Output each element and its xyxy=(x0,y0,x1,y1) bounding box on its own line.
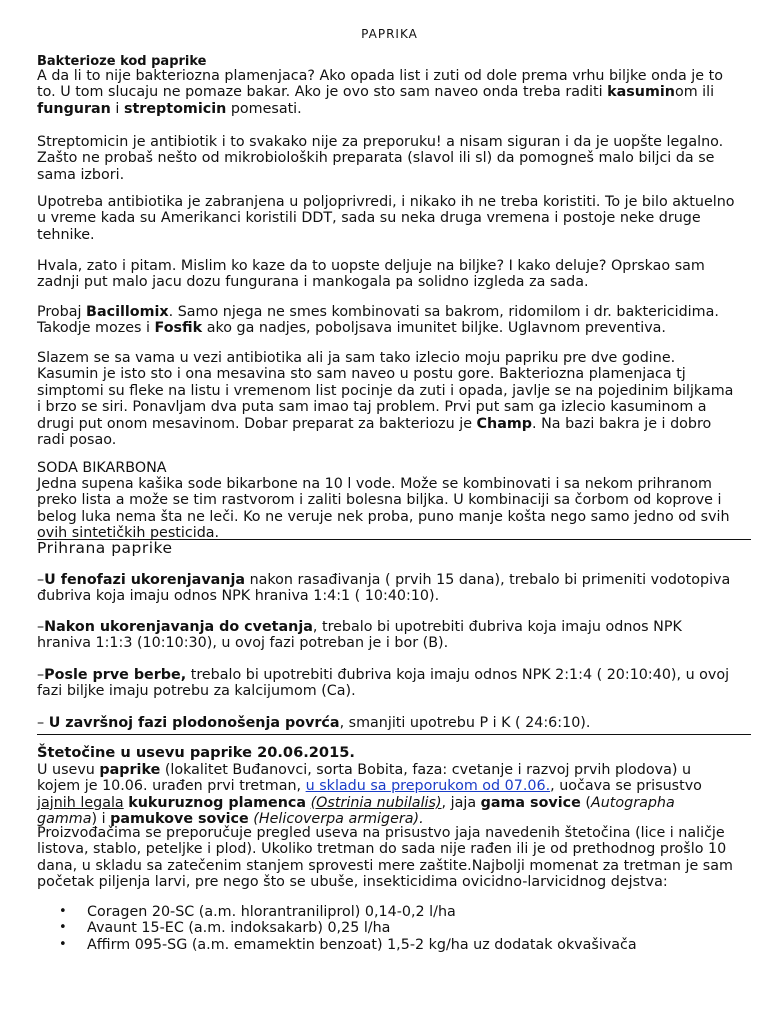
text: nakon rasađivanja ( prvih 15 dana), trebalo bi primeniti vodotopiva đubriva koja imaju odnos NPK hraniva 1:4:1 ( 10:40:10). xyxy=(37,572,731,605)
text: ako ga nadjes, poboljsava imunitet biljke. Uglavnom preventiva. xyxy=(202,320,666,337)
text: pomesati. xyxy=(226,100,302,117)
dash: – xyxy=(37,667,45,683)
phase-label: U fenofazi ukorenjavanja xyxy=(44,572,246,588)
list-item: • Affirm 095-SG (a.m. emamektin benzoat) 1,5-2 kg/ha uz dodatak okvašivača xyxy=(59,937,637,953)
product-name: kasumin xyxy=(607,84,675,101)
section-subtitle: Bakterioze kod paprike xyxy=(37,54,207,69)
pest-name: gama sovice xyxy=(480,794,581,811)
text: (lokalitet Buđanovci, sorta Bobita, faza: cvetanje i razvoj prvih plodova) u kojem je 10.06. urađen prvi tretman, xyxy=(37,762,692,795)
phase-label: Nakon ukorenjavanja do cvetanja xyxy=(44,619,313,635)
product-name: streptomicin xyxy=(123,100,227,117)
text: ) i xyxy=(91,811,111,828)
text: . Na bazi bakra je i dobro radi posao. xyxy=(37,415,712,449)
paragraph-2: Streptomicin je antibiotik i to svakako nije za preporuku! a nisam siguran i da je uopšte legalno. Zašto ne probaš nešto od mikrobioloških preparata (slavol ili sl) da pomogneš malo biljci da se sama izbori. xyxy=(37,134,724,183)
text: Probaj xyxy=(37,304,87,320)
pest-name: kukuruznog plamenca xyxy=(128,794,307,811)
text: , jaja xyxy=(441,794,481,811)
text: , smanjiti upotrebu P i K ( 24:6:10). xyxy=(339,715,591,731)
text: i xyxy=(110,100,124,117)
fertilizer-item-3 xyxy=(37,667,737,700)
product-name: Champ xyxy=(476,415,532,432)
paragraph-1 xyxy=(37,68,737,117)
fertilizer-item-1 xyxy=(37,572,737,605)
crop-name: paprike xyxy=(99,762,161,778)
list-item: • Avaunt 15-EC (a.m. indoksakarb) 0,25 l/ha xyxy=(59,920,637,936)
text: trebalo bi upotrebiti đubriva koja imaju odnos NPK 2:1:4 ( 20:10:40), u ovoj fazi biljke imaju potrebu za kalcijumom (Ca). xyxy=(37,667,730,700)
paragraph-3: Upotreba antibiotika je zabranjena u poljoprivredi, i nikako ih ne treba koristiti. To je bilo aktuelno u vreme kada su Amerikanci koristili DDT, sada su neka druga vremena i postoje neke druge tehnike. xyxy=(37,194,735,243)
page-title: PAPRIKA xyxy=(361,27,418,41)
dash: – xyxy=(37,619,45,635)
text: , uočava se prisustvo xyxy=(550,778,702,795)
section-heading-prihrana: Prihrana paprike xyxy=(37,539,173,557)
recommendation-paragraph: Proizvođačima se preporučuje pregled useva na prisustvo jaja navedenih štetočina (lice i naličje listova, stablo, peteljke i plod). Ukoliko tretman do sada nije rađen ili je od prethodnog prošlo 10 dana, u skladu sa zatečenim stanjem sprovesti mere zaštite.Najbolji momenat za tretman je sam početak piljenja larvi, pre nego što se ubuše, insekticidima ovicidno-larvicidnog dejstva: xyxy=(37,825,733,891)
list-item: • Coragen 20-SC (a.m. hlorantraniliprol) 0,14-0,2 l/ha xyxy=(59,904,637,920)
paragraph-5 xyxy=(37,304,737,337)
dash: – xyxy=(37,715,49,731)
product-name: Fosfik xyxy=(154,320,203,337)
section-heading-stetocine: Štetočine u usevu paprike 20.06.2015. xyxy=(37,744,355,761)
text: om ili xyxy=(674,84,715,101)
text: Slazem se sa vama u vezi antibiotika ali ja sam tako izlecio moju papriku pre dve godine. Kasumin je isto sto i ona mesavina sto sam naveo u postu gore. Bakteriozna plamenjaca tj simptomi su fleke na listu i vremenom list pocinje da zuti i opada, javlje se na pojedinim biljkama i brzo se siri. Ponavljam dva puta sam imao taj problem. Prvi put sam ga izlecio kasuminom a drugi put onom mesavinom. Dobar preparat za bakteriozu je xyxy=(37,350,734,432)
text: , trebalo bi upotrebiti đubriva koja imaju odnos NPK hraniva 1:1:3 (10:10:30), u ovoj fazi potreban je i bor (B). xyxy=(37,619,682,652)
text: . Samo njega ne smes kombinovati sa bakrom, ridomilom i dr. baktericidima. Takodje mozes i xyxy=(37,304,719,337)
dash: – xyxy=(37,572,45,588)
insecticide-list xyxy=(59,904,637,953)
text: U usevu xyxy=(37,762,100,778)
latin-name: (Ostrinia nubilalis) xyxy=(310,794,442,811)
divider xyxy=(37,734,751,735)
recommendation-link[interactable]: u skladu sa preporukom od 07.06. xyxy=(305,778,551,795)
pest-paragraph xyxy=(37,762,737,828)
phase-label: U završnoj fazi plodonošenja povrća xyxy=(48,715,340,731)
soda-heading: SODA BIKARBONA xyxy=(37,460,167,476)
paragraph-6 xyxy=(37,350,737,448)
latin-name: Autographa gamma xyxy=(37,794,675,828)
underlined-text: jajnih legala xyxy=(37,794,124,811)
product-name: Bacillomix xyxy=(86,304,169,320)
text: ( xyxy=(580,794,591,811)
latin-name: (Helicoverpa armigera). xyxy=(253,811,424,828)
text: A da li to nije bakteriozna plamenjaca? Ako opada list i zuti od dole prema vrhu biljke onda je to to. U tom slucaju ne pomaze bakar. Ako je ovo sto sam naveo onda treba raditi xyxy=(37,68,723,101)
fertilizer-item-2 xyxy=(37,619,737,652)
pest-name: pamukove sovice xyxy=(110,811,249,828)
product-name: funguran xyxy=(37,100,111,117)
fertilizer-item-4 xyxy=(37,715,737,731)
paragraph-4: Hvala, zato i pitam. Mislim ko kaze da to uopste deljuje na biljke? I kako deluje? Oprskao sam zadnji put malo jacu dozu funguranа i mankogala pa solidno izgleda za sada. xyxy=(37,258,705,291)
paragraph-7: Jedna supena kašika sode bikarbone na 10 l vode. Može se kombinovati i sa nekom prihranom preko lista a može se tim rastvorom i zaliti bolesna biljka. U kombinaciji sa čorbom od koprove i belog luka nema šta ne leči. Ko ne veruje nek proba, puno manje košta nego samo jedno od svih ovih sintetičkih pesticida. xyxy=(37,476,730,542)
phase-label: Posle prve berbe, xyxy=(44,667,187,683)
